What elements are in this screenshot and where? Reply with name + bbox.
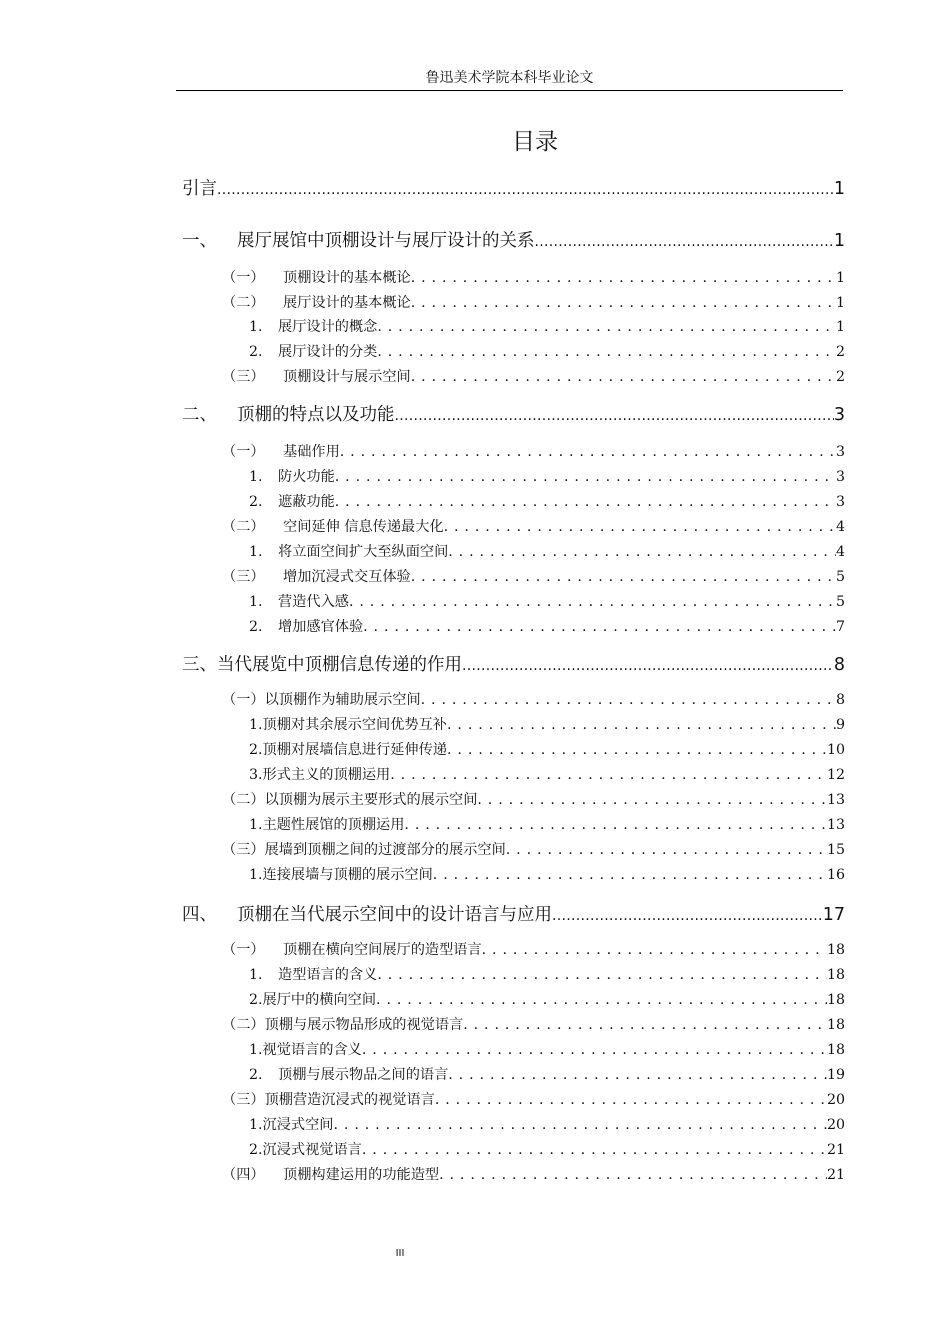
toc-entry[interactable] — [249, 591, 845, 613]
toc-entry-title: 增加感官体验 — [278, 619, 364, 635]
toc-entry-number: 一、 — [182, 231, 217, 251]
toc-entry[interactable] — [182, 652, 845, 678]
toc-dot-leader — [462, 652, 834, 678]
toc-entry[interactable] — [249, 814, 845, 836]
toc-entry-title: 防火功能 — [278, 469, 335, 485]
toc-dot-leader — [362, 1139, 827, 1161]
toc-entry[interactable] — [222, 1089, 845, 1111]
toc-entry-page: 15 — [826, 842, 845, 858]
toc-entry-title: 三、当代展览中顶棚信息传递的作用 — [182, 655, 462, 675]
toc-dot-leader — [552, 902, 823, 928]
toc-dot-leader — [377, 964, 827, 986]
toc-entry-title: 1.顶棚对其余展示空间优势互补 — [249, 717, 447, 733]
toc-dot-leader — [463, 1014, 827, 1036]
toc-entry-title: 2.沉浸式视觉语言 — [249, 1142, 362, 1158]
toc-entry[interactable] — [249, 616, 845, 638]
toc-entry-page: 13 — [826, 817, 845, 833]
toc-entry-page: 3 — [835, 469, 845, 485]
toc-entry-title: 顶棚的特点以及功能 — [237, 405, 395, 425]
toc-entry-title: 造型语言的含义 — [278, 967, 378, 983]
toc-entry[interactable] — [249, 316, 845, 338]
toc-entry[interactable] — [182, 902, 845, 928]
toc-entry-page: 13 — [826, 792, 845, 808]
toc-entry-page: 10 — [826, 742, 845, 758]
toc-entry[interactable] — [222, 1014, 845, 1036]
toc-entry-title: 展厅设计的分类 — [278, 344, 378, 360]
toc-dot-leader — [404, 814, 827, 836]
toc-entry-number: （二） — [222, 295, 265, 311]
toc-entry-page: 5 — [835, 569, 845, 585]
toc-entry-title: 顶棚设计与展示空间 — [283, 369, 411, 385]
toc-entry-title: 3.形式主义的顶棚运用 — [249, 767, 391, 783]
toc-entry-title: 基础作用 — [283, 444, 340, 460]
toc-entry-page: 1 — [835, 270, 845, 286]
toc-entry[interactable] — [222, 441, 845, 463]
toc-entry-page: 2 — [835, 369, 845, 385]
toc-entry-number: 2. — [249, 344, 263, 360]
toc-entry-title: 1.沉浸式空间 — [249, 1117, 334, 1133]
toc-entry[interactable] — [222, 516, 845, 538]
toc-dot-leader — [448, 541, 836, 563]
toc-entry-page: 18 — [826, 1042, 845, 1058]
toc-entry-page: 17 — [822, 905, 845, 925]
toc-entry[interactable] — [222, 292, 845, 314]
toc-entry-number: 1. — [249, 469, 263, 485]
toc-entry-title: 1.连接展墙与顶棚的展示空间 — [249, 867, 433, 883]
toc-entry[interactable] — [222, 366, 845, 388]
toc-dot-leader — [482, 939, 827, 961]
toc-dot-leader — [535, 228, 834, 254]
toc-dot-leader — [447, 739, 827, 761]
toc-dot-leader — [447, 714, 836, 736]
toc-entry-page: 3 — [835, 494, 845, 510]
toc-dot-leader — [444, 516, 836, 538]
toc-entry[interactable] — [249, 1139, 845, 1161]
toc-entry-number: 1. — [249, 967, 263, 983]
toc-entry[interactable] — [249, 341, 845, 363]
toc-entry-page: 21 — [826, 1142, 845, 1158]
toc-entry-title: 顶棚在横向空间展厅的造型语言 — [283, 942, 482, 958]
toc-entry[interactable] — [182, 228, 845, 254]
toc-entry-page: 18 — [826, 992, 845, 1008]
toc-entry-title: 展厅设计的基本概论 — [283, 295, 411, 311]
toc-entry-number: 2. — [249, 1067, 263, 1083]
toc-entry-title: （二）顶棚与展示物品形成的视觉语言 — [222, 1017, 464, 1033]
toc-entry-page: 5 — [835, 594, 845, 610]
toc-entry[interactable] — [222, 839, 845, 861]
toc-entry[interactable] — [222, 689, 845, 711]
toc-entry-page: 8 — [835, 692, 845, 708]
toc-entry[interactable] — [222, 566, 845, 588]
toc-dot-leader — [411, 267, 836, 289]
toc-entry-title: 引言 — [182, 179, 217, 199]
toc-entry-page: 4 — [835, 544, 845, 560]
toc-entry[interactable] — [249, 1039, 845, 1061]
toc-entry-page: 2 — [835, 344, 845, 360]
toc-dot-leader — [506, 839, 827, 861]
toc-entry[interactable] — [182, 176, 845, 202]
running-header: 鲁迅美术学院本科毕业论文 — [425, 70, 594, 86]
toc-dot-leader — [395, 402, 834, 428]
toc-entry[interactable] — [249, 739, 845, 761]
toc-entry[interactable] — [249, 466, 845, 488]
toc-entry-title: 顶棚构建运用的功能造型 — [283, 1167, 440, 1183]
toc-entry-number: （三） — [222, 569, 265, 585]
toc-entry-number: 二、 — [182, 405, 217, 425]
toc-entry-page: 20 — [826, 1092, 845, 1108]
toc-entry-page: 18 — [826, 967, 845, 983]
toc-entry-title: 增加沉浸式交互体验 — [283, 569, 411, 585]
toc-entry-title: 将立面空间扩大至纵面空间 — [278, 544, 449, 560]
toc-entry-title: （三）顶棚营造沉浸式的视觉语言 — [222, 1092, 435, 1108]
toc-entry-page: 16 — [826, 867, 845, 883]
toc-entry-number: （二） — [222, 519, 265, 535]
toc-entry[interactable] — [249, 1114, 845, 1136]
toc-dot-leader — [349, 591, 836, 613]
toc-dot-leader — [376, 989, 827, 1011]
toc-entry-title: 1.视觉语言的含义 — [249, 1042, 362, 1058]
toc-entry-title: （一）以顶棚作为辅助展示空间 — [222, 692, 421, 708]
toc-entry[interactable] — [249, 989, 845, 1011]
toc-dot-leader — [439, 1164, 827, 1186]
toc-entry-page: 1 — [835, 295, 845, 311]
toc-dot-leader — [335, 466, 836, 488]
toc-dot-leader — [217, 176, 834, 202]
toc-entry-page: 1 — [833, 179, 845, 199]
toc-entry-title: （三）展墙到顶棚之间的过渡部分的展示空间 — [222, 842, 506, 858]
toc-entry-title: 展厅展馆中顶棚设计与展厅设计的关系 — [237, 231, 535, 251]
toc-entry-number: （三） — [222, 369, 265, 385]
toc-dot-leader — [433, 864, 827, 886]
toc-entry-page: 3 — [833, 405, 845, 425]
toc-entry-number: 四、 — [182, 905, 217, 925]
toc-entry-title: 展厅设计的概念 — [278, 319, 378, 335]
toc-entry-title: 遮蔽功能 — [278, 494, 335, 510]
toc-entry-number: 2. — [249, 494, 263, 510]
toc-entry-page: 18 — [826, 1017, 845, 1033]
toc-dot-leader — [362, 1039, 827, 1061]
toc-entry-page: 8 — [833, 655, 845, 675]
toc-entry[interactable] — [249, 491, 845, 513]
toc-entry-title: 2.展厅中的横向空间 — [249, 992, 377, 1008]
toc-entry-title: 2.顶棚对展墙信息进行延伸传递 — [249, 742, 447, 758]
toc-entry-page: 12 — [826, 767, 845, 783]
toc-entry[interactable] — [249, 764, 845, 786]
toc-dot-leader — [363, 616, 836, 638]
header-rule — [176, 90, 843, 91]
toc-entry-page: 21 — [826, 1167, 845, 1183]
toc-entry-page: 4 — [835, 519, 845, 535]
toc-dot-leader — [411, 366, 836, 388]
page-number: III — [395, 1248, 405, 1259]
toc-entry-page: 20 — [826, 1117, 845, 1133]
toc-dot-leader — [411, 292, 836, 314]
toc-entry-title: 空间延伸 信息传递最大化 — [283, 519, 444, 535]
toc-entry[interactable] — [249, 964, 845, 986]
toc-entry-title: 顶棚在当代展示空间中的设计语言与应用 — [237, 905, 552, 925]
toc-entry-page: 19 — [826, 1067, 845, 1083]
toc-entry-page: 7 — [835, 619, 845, 635]
toc-dot-leader — [411, 566, 836, 588]
toc-entry-title: 营造代入感 — [278, 594, 349, 610]
toc-entry-number: 1. — [249, 319, 263, 335]
toc-entry-number: （一） — [222, 444, 265, 460]
toc-dot-leader — [377, 341, 836, 363]
toc-entry-number: 2. — [249, 619, 263, 635]
toc-dot-leader — [340, 441, 836, 463]
toc-entry-title: 顶棚与展示物品之间的语言 — [278, 1067, 449, 1083]
toc-dot-leader — [377, 316, 836, 338]
toc-entry-page: 9 — [835, 717, 845, 733]
toc-entry-page: 18 — [826, 942, 845, 958]
toc-entry[interactable] — [249, 864, 845, 886]
toc-entry-number: （四） — [222, 1167, 265, 1183]
toc-entry-title: （二）以顶棚为展示主要形式的展示空间 — [222, 792, 478, 808]
toc-entry-number: 1. — [249, 544, 263, 560]
toc-title: 目录 — [512, 129, 558, 155]
toc-dot-leader — [333, 1114, 826, 1136]
toc-dot-leader — [435, 1089, 827, 1111]
toc-entry-page: 1 — [835, 319, 845, 335]
toc-entry[interactable] — [249, 714, 845, 736]
toc-entry-title: 顶棚设计的基本概论 — [283, 270, 411, 286]
toc-entry-page: 3 — [835, 444, 845, 460]
toc-entry[interactable] — [222, 789, 845, 811]
toc-entry[interactable] — [182, 402, 845, 428]
toc-entry-number: （一） — [222, 270, 265, 286]
toc-entry[interactable] — [249, 1064, 845, 1086]
toc-entry-number: （一） — [222, 942, 265, 958]
toc-dot-leader — [390, 764, 827, 786]
toc-dot-leader — [477, 789, 827, 811]
toc-entry[interactable] — [222, 1164, 845, 1186]
toc-entry-page: 1 — [833, 231, 845, 251]
toc-entry[interactable] — [249, 541, 845, 563]
toc-dot-leader — [335, 491, 836, 513]
toc-entry-title: 1.主题性展馆的顶棚运用 — [249, 817, 405, 833]
toc-entry-number: 1. — [249, 594, 263, 610]
toc-entry[interactable] — [222, 267, 845, 289]
toc-dot-leader — [421, 689, 836, 711]
toc-dot-leader — [448, 1064, 827, 1086]
toc-entry[interactable] — [222, 939, 845, 961]
